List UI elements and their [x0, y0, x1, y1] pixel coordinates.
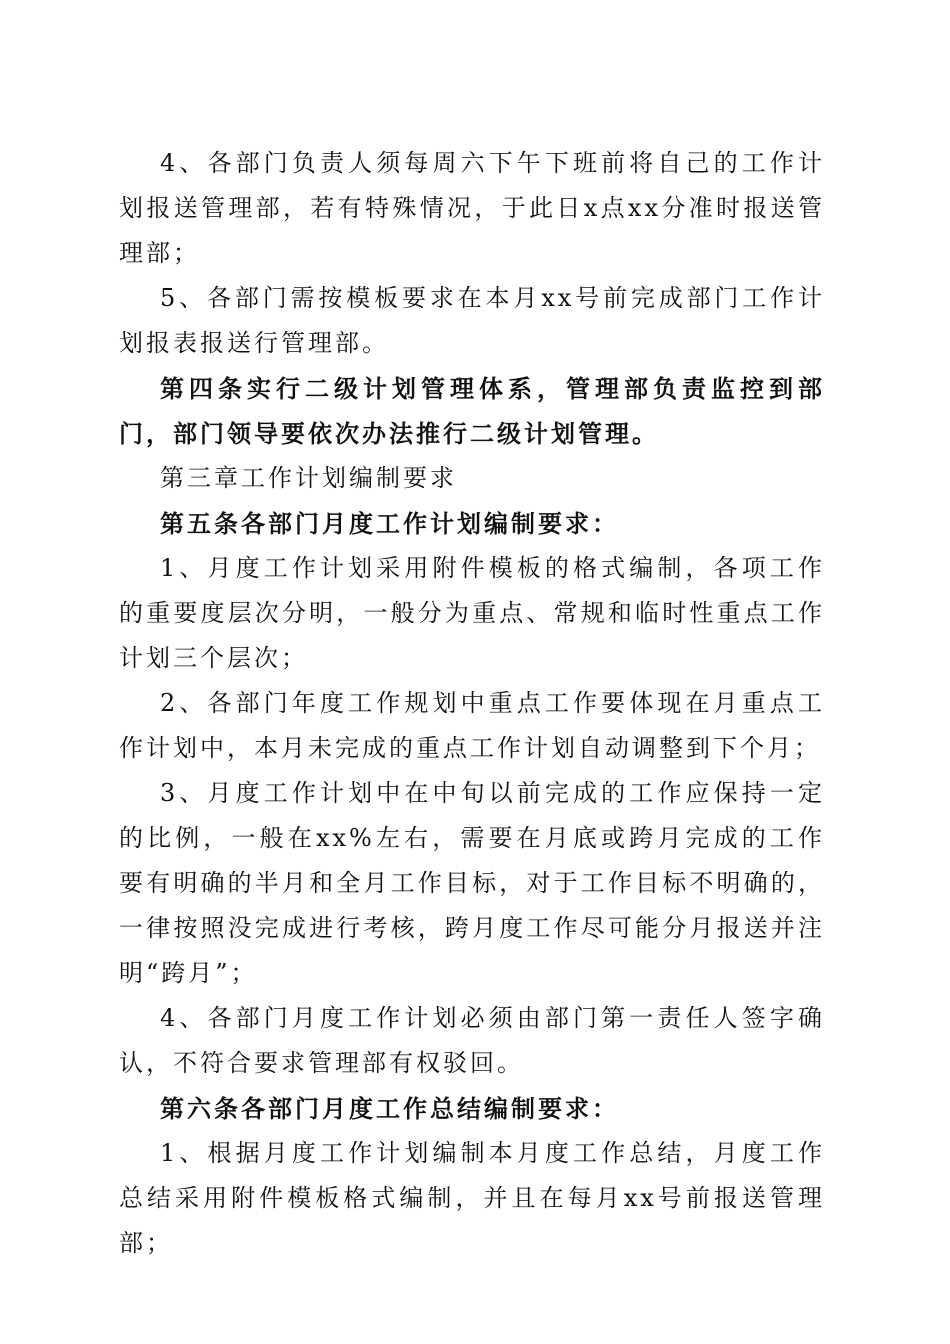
paragraph-monthly-plan-item-1: 1、月度工作计划采用附件模板的格式编制，各项工作的重要度层次分明，一般分为重点、常规和临时性重点工作计划三个层次； [119, 554, 825, 672]
paragraph-monthly-plan-item-2: 2、各部门年度工作规划中重点工作要体现在月重点工作计划中，本月未完成的重点工作计划自动调整到下个月； [119, 689, 825, 762]
article-6-heading: 第六条各部门月度工作总结编制要求： [160, 1094, 619, 1123]
article-5-heading: 第五条各部门月度工作计划编制要求： [160, 509, 619, 538]
chapter-3-title: 第三章工作计划编制要求 [160, 464, 457, 492]
paragraph-monthly-summary-item-1: 1、根据月度工作计划编制本月度工作总结，月度工作总结采用附件模板格式编制，并且在每月xx号前报送管理部； [119, 1139, 825, 1257]
paragraph-item-5-template-report: 5、各部门需按模板要求在本月xx号前完成部门工作计划报表报送行管理部。 [119, 284, 825, 357]
paragraph-monthly-plan-item-3: 3、月度工作计划中在中旬以前完成的工作应保持一定的比例，一般在xx%左右，需要在月底或跨月完成的工作要有明确的半月和全月工作目标，对于工作目标不明确的，一律按照没完成进行考核，跨月度工作尽可能分月报送并注明“跨月”； [119, 779, 825, 987]
article-4-heading: 第四条实行二级计划管理体系，管理部负责监控到部门，部门领导要依次办法推行二级计划管理。 [119, 374, 825, 448]
paragraph-item-4-submit-plan: 4、各部门负责人须每周六下午下班前将自己的工作计划报送管理部，若有特殊情况，于此日x点xx分准时报送管理部； [119, 149, 825, 267]
document-body [119, 141, 825, 1266]
paragraph-monthly-plan-item-4: 4、各部门月度工作计划必须由部门第一责任人签字确认，不符合要求管理部有权驳回。 [119, 1004, 825, 1077]
